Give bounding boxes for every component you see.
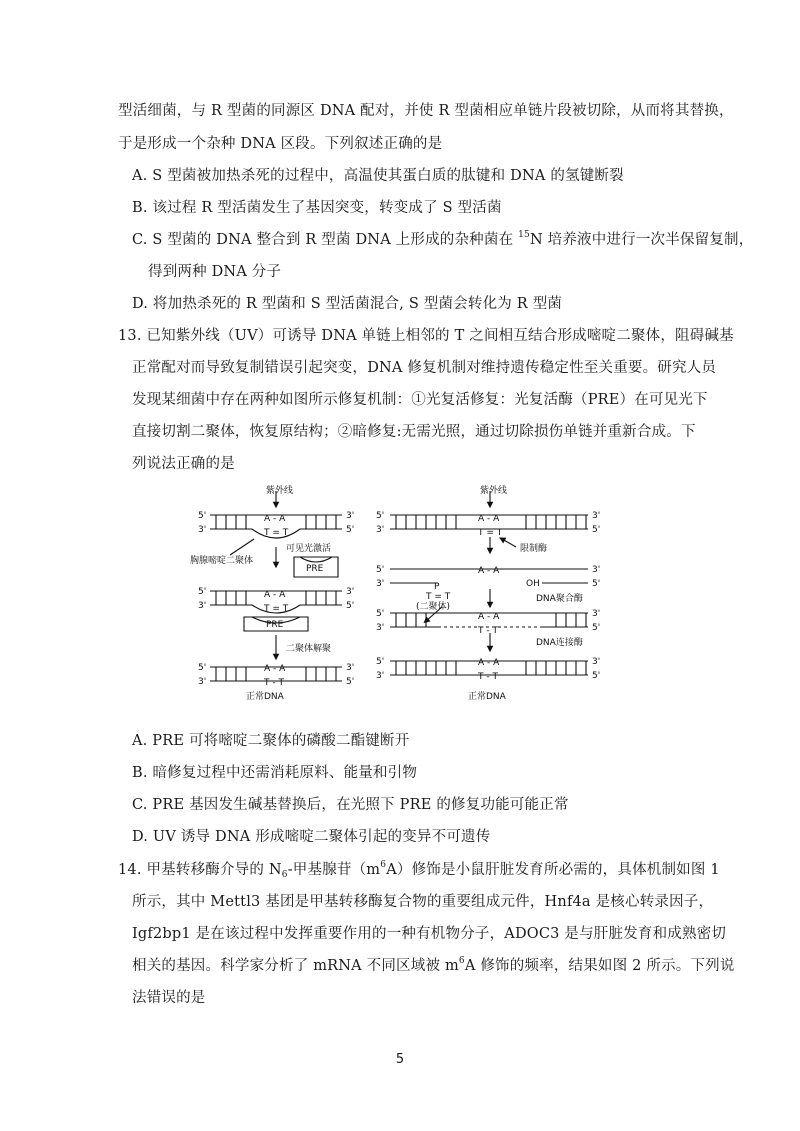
right-aa-3: A - A: [478, 612, 500, 622]
q13-option-c: C. PRE 基因发生碱基替换后，在光照下 PRE 的修复功能可能正常: [132, 797, 569, 813]
right-aa-2: A - A: [478, 566, 500, 576]
left-5prime-3r: 5': [346, 677, 355, 687]
q12-option-a: A. S 型菌被加热杀死的过程中，高温使其蛋白质的肽键和 DNA 的氢键断裂: [132, 168, 624, 184]
q13-stem-line5: 列说法正确的是: [132, 456, 235, 472]
q14-line4-a: 相关的基因。科学家分析了 mRNA 不同区域被 m: [132, 958, 459, 974]
q14-line4-b: A 修饰的频率，结果如图 2 所示。下列说: [464, 958, 735, 974]
q14-line1-a: 14. 甲基转移酶介导的 N: [118, 862, 282, 878]
p-label: P: [434, 582, 440, 592]
right-3prime-2r: 3': [592, 565, 601, 575]
q13-stem-line3: 发现某细菌中存在两种如图所示修复机制：①光复活修复：光复活酶（PRE）在可见光下: [132, 392, 708, 408]
right-tt-free: T = T: [426, 592, 451, 602]
left-tt-1: T = T: [264, 528, 289, 538]
n6-subscript: 6: [281, 870, 288, 880]
right-3prime-4: 3': [376, 671, 385, 681]
left-5prime-3: 5': [198, 663, 207, 673]
left-3prime-3r: 3': [346, 663, 355, 673]
q14-line1-b: -甲基腺苷（m: [287, 862, 381, 878]
normal-dna-right: 正常DNA: [468, 692, 506, 702]
q14-stem-line2: 所示，其中 Mettl3 基团是甲基转移酶复合物的重要组成元件，Hnf4a 是核心转录因子，: [132, 894, 714, 910]
m6a-superscript-2: 6: [458, 956, 465, 966]
dimer-paren-label: (二聚体): [416, 602, 451, 612]
right-5prime-3r: 5': [592, 623, 601, 633]
right-5prime-2r: 5': [592, 579, 601, 589]
left-3prime-2r: 3': [346, 587, 355, 597]
pre-label-1: PRE: [306, 564, 324, 574]
uv-label-right: 紫外线: [480, 486, 508, 496]
q14-stem-line5: 法错误的是: [132, 990, 206, 1006]
right-3prime-3: 3': [376, 623, 385, 633]
right-aa-1: A - A: [478, 514, 500, 524]
q13-stem-line1: 13. 已知紫外线（UV）可诱导 DNA 单链上相邻的 T 之间相互结合形成嘧啶二聚体，阻碍碱基: [118, 328, 734, 344]
q12-option-c-cont: 得到两种 DNA 分子: [148, 264, 282, 280]
dna-repair-figure: [190, 485, 610, 705]
right-tt-1: T = T: [478, 528, 503, 538]
right-5prime-4: 5': [376, 657, 385, 667]
q12-option-b: B. 该过程 R 型活菌发生了基因突变，转变成了 S 型活菌: [132, 200, 502, 216]
left-aa-3: A - A: [264, 664, 286, 674]
right-tt-3: T - T: [478, 626, 498, 636]
q13-stem-line4: 直接切割二聚体，恢复原结构；②暗修复:无需光照，通过切除损伤单链并重新合成。下: [132, 424, 696, 440]
left-3prime-1r: 3': [346, 511, 355, 521]
restriction-enzyme-label: 限制酶: [520, 544, 548, 554]
q12-option-c-text2: N 培养液中进行一次半保留复制，: [529, 232, 754, 248]
dimer-label: 胸腺嘧啶二聚体: [190, 556, 254, 566]
q12-option-c-text: C. S 型菌的 DNA 整合到 R 型菌 DNA 上形成的杂种菌在: [132, 232, 519, 248]
normal-dna-left: 正常DNA: [246, 692, 284, 702]
q12-option-c: [132, 230, 753, 250]
left-aa-1: A - A: [264, 514, 286, 524]
left-3prime-2: 3': [198, 601, 207, 611]
left-5prime-2: 5': [198, 587, 207, 597]
left-5prime-1: 5': [198, 511, 207, 521]
oh-label: OH: [526, 579, 540, 589]
q12-option-d: D. 将加热杀死的 R 型菌和 S 型活菌混合, S 型菌会转化为 R 型菌: [132, 296, 563, 312]
dimer-split-label: 二聚体解聚: [286, 644, 332, 654]
pre-label-2: PRE: [266, 620, 284, 630]
right-5prime-1r: 5': [592, 525, 601, 535]
right-3prime-3r: 3': [592, 609, 601, 619]
q13-option-a: A. PRE 可将嘧啶二聚体的磷酸二酯键断开: [132, 733, 410, 749]
q13-option-b: B. 暗修复过程中还需消耗原料、能量和引物: [132, 765, 418, 781]
page-number: 5: [395, 1052, 405, 1067]
right-3prime-4r: 3': [592, 657, 601, 667]
q14-stem-line4: [132, 956, 735, 976]
right-5prime-4r: 5': [592, 671, 601, 681]
uv-label-left: 紫外线: [266, 486, 294, 496]
isotope-superscript: 15: [518, 230, 530, 240]
q14-stem-line3: Igf2bp1 是在该过程中发挥重要作用的一种有机物分子，ADOC3 是与肝脏发育和成熟密切: [132, 926, 727, 942]
m6a-superscript: 6: [380, 860, 387, 870]
q14-stem-line1: [118, 860, 720, 880]
left-tt-2: T = T: [264, 604, 289, 614]
q12-stem-line1: 型活细菌，与 R 型菌的同源区 DNA 配对，并使 R 型菌相应单链片段被切除，从而将其替换，: [118, 103, 734, 119]
right-3prime-1: 3': [376, 525, 385, 535]
right-tt-4: T - T: [478, 672, 498, 682]
visible-light-label: 可见光激活: [286, 544, 332, 554]
right-3prime-2: 3': [376, 579, 385, 589]
q14-line1-c: A）修饰是小鼠肝脏发育所必需的，具体机制如图 1: [386, 862, 720, 878]
right-5prime-3: 5': [376, 609, 385, 619]
left-tt-3: T - T: [264, 678, 284, 688]
right-5prime-1: 5': [376, 511, 385, 521]
right-3prime-1r: 3': [592, 511, 601, 521]
q12-stem-line2: 于是形成一个杂种 DNA 区段。下列叙述正确的是: [118, 136, 443, 152]
right-5prime-2: 5': [376, 565, 385, 575]
q13-stem-line2: 正常配对而导致复制错误引起突变，DNA 修复机制对维持遗传稳定性至关重要。研究人员: [132, 360, 717, 376]
left-3prime-3: 3': [198, 677, 207, 687]
left-aa-2: A - A: [264, 590, 286, 600]
left-5prime-2r: 5': [346, 601, 355, 611]
left-5prime-1r: 5': [346, 525, 355, 535]
polymerase-label: DNA聚合酶: [536, 594, 583, 604]
q13-option-d: D. UV 诱导 DNA 形成嘧啶二聚体引起的变异不可遗传: [132, 829, 491, 845]
ligase-label: DNA连接酶: [536, 638, 583, 648]
left-3prime-1: 3': [198, 525, 207, 535]
right-aa-4: A - A: [478, 658, 500, 668]
